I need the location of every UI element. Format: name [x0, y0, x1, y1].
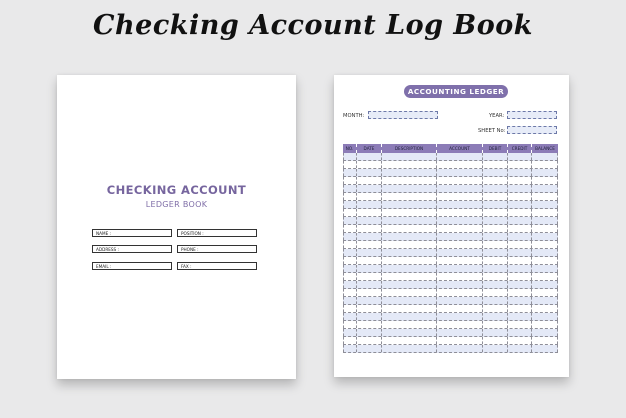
column-header-account: ACCOUNT	[437, 144, 483, 153]
table-body	[343, 153, 558, 353]
table-cell[interactable]	[437, 177, 483, 184]
table-cell[interactable]	[483, 225, 508, 232]
table-row	[343, 345, 558, 353]
column-header-balance: BALANCE	[535, 146, 555, 151]
table-cell[interactable]	[483, 297, 508, 304]
table-cell[interactable]	[532, 281, 558, 288]
table-cell[interactable]	[357, 217, 382, 224]
column-header-credit: CREDIT	[508, 144, 532, 153]
ledger-title: ACCOUNTING LEDGER	[404, 85, 508, 98]
table-cell[interactable]	[343, 289, 357, 296]
table-cell[interactable]	[437, 265, 483, 272]
table-cell[interactable]	[508, 225, 532, 232]
table-cell[interactable]	[357, 281, 382, 288]
table-row	[343, 233, 558, 241]
table-row	[343, 297, 558, 305]
name-field[interactable]: NAME :	[92, 229, 172, 237]
table-cell[interactable]	[343, 201, 357, 208]
table-cell[interactable]	[437, 201, 483, 208]
table-cell[interactable]	[382, 273, 437, 280]
table-cell[interactable]	[532, 297, 558, 304]
table-cell[interactable]	[532, 169, 558, 176]
table-cell[interactable]	[532, 217, 558, 224]
table-cell[interactable]	[508, 337, 532, 344]
position-field[interactable]: POSITION :	[177, 229, 257, 237]
table-cell[interactable]	[382, 337, 437, 344]
table-cell[interactable]	[357, 169, 382, 176]
table-cell[interactable]	[357, 241, 382, 248]
table-cell[interactable]	[343, 329, 357, 336]
table-row	[343, 153, 558, 161]
table-cell[interactable]	[483, 281, 508, 288]
table-cell[interactable]	[343, 281, 357, 288]
table-cell[interactable]	[508, 321, 532, 328]
table-cell[interactable]	[343, 233, 357, 240]
email-field[interactable]: EMAIL :	[92, 262, 172, 270]
table-cell[interactable]	[382, 305, 437, 312]
table-cell[interactable]	[483, 201, 508, 208]
table-cell[interactable]	[382, 153, 437, 160]
table-row	[343, 241, 558, 249]
table-cell[interactable]	[508, 249, 532, 256]
table-row	[343, 281, 558, 289]
table-cell[interactable]	[532, 209, 558, 216]
table-cell[interactable]	[343, 177, 357, 184]
table-cell[interactable]	[508, 185, 532, 192]
table-cell[interactable]	[382, 329, 437, 336]
table-cell[interactable]	[508, 305, 532, 312]
table-cell[interactable]	[357, 185, 382, 192]
phone-field[interactable]: PHONE :	[177, 245, 257, 253]
table-cell[interactable]	[532, 249, 558, 256]
table-cell[interactable]	[508, 209, 532, 216]
table-cell[interactable]	[532, 305, 558, 312]
table-cell[interactable]	[357, 265, 382, 272]
table-cell[interactable]	[508, 297, 532, 304]
table-cell[interactable]	[343, 153, 357, 160]
table-row	[343, 209, 558, 217]
table-cell[interactable]	[357, 233, 382, 240]
table-row	[343, 169, 558, 177]
table-cell[interactable]	[382, 265, 437, 272]
table-cell[interactable]	[357, 249, 382, 256]
table-cell[interactable]	[382, 241, 437, 248]
table-cell[interactable]	[508, 161, 532, 168]
table-cell[interactable]	[483, 241, 508, 248]
table-cell[interactable]	[382, 161, 437, 168]
table-cell[interactable]	[532, 273, 558, 280]
table-cell[interactable]	[483, 337, 508, 344]
table-cell[interactable]	[508, 217, 532, 224]
table-cell[interactable]	[343, 321, 357, 328]
table-cell[interactable]	[357, 225, 382, 232]
table-cell[interactable]	[483, 193, 508, 200]
table-cell[interactable]	[532, 153, 558, 160]
table-cell[interactable]	[357, 201, 382, 208]
table-cell[interactable]	[508, 313, 532, 320]
table-row	[343, 161, 558, 169]
table-cell[interactable]	[532, 185, 558, 192]
table-row	[343, 249, 558, 257]
table-cell[interactable]	[437, 169, 483, 176]
table-cell[interactable]	[532, 177, 558, 184]
table-cell[interactable]	[343, 209, 357, 216]
table-cell[interactable]	[483, 257, 508, 264]
table-cell[interactable]	[357, 329, 382, 336]
table-cell[interactable]	[343, 265, 357, 272]
table-row	[343, 289, 558, 297]
table-cell[interactable]	[483, 209, 508, 216]
table-row	[343, 185, 558, 193]
table-cell[interactable]	[483, 217, 508, 224]
table-cell[interactable]	[382, 209, 437, 216]
table-cell[interactable]	[532, 329, 558, 336]
sheet-label: SHEET No:	[478, 128, 506, 134]
table-cell[interactable]	[343, 305, 357, 312]
month-input[interactable]	[368, 111, 438, 119]
table-cell[interactable]	[483, 177, 508, 184]
table-cell[interactable]	[357, 321, 382, 328]
table-cell[interactable]	[508, 281, 532, 288]
table-cell[interactable]	[382, 225, 437, 232]
table-cell[interactable]	[343, 217, 357, 224]
table-cell[interactable]	[483, 305, 508, 312]
table-cell[interactable]	[483, 265, 508, 272]
table-cell[interactable]	[532, 193, 558, 200]
table-cell[interactable]	[437, 233, 483, 240]
table-cell[interactable]	[483, 249, 508, 256]
table-header	[343, 144, 558, 153]
year-input[interactable]	[507, 111, 557, 119]
sheet-input[interactable]	[507, 126, 557, 134]
cover-title: CHECKING ACCOUNT	[106, 183, 247, 197]
table-cell[interactable]	[483, 273, 508, 280]
table-cell[interactable]	[357, 153, 382, 160]
table-cell[interactable]	[382, 233, 437, 240]
table-cell[interactable]	[382, 313, 437, 320]
table-row	[343, 217, 558, 225]
address-field[interactable]: ADDRESS :	[92, 245, 172, 253]
table-cell[interactable]	[508, 201, 532, 208]
table-cell[interactable]	[437, 321, 483, 328]
table-cell[interactable]	[483, 313, 508, 320]
table-cell[interactable]	[357, 161, 382, 168]
table-cell[interactable]	[382, 289, 437, 296]
table-cell[interactable]	[343, 241, 357, 248]
table-cell[interactable]	[483, 321, 508, 328]
table-cell[interactable]	[382, 185, 437, 192]
table-cell[interactable]	[483, 169, 508, 176]
table-cell[interactable]	[437, 185, 483, 192]
table-cell[interactable]	[343, 161, 357, 168]
table-cell[interactable]	[343, 185, 357, 192]
table-cell[interactable]	[483, 329, 508, 336]
table-cell[interactable]	[437, 305, 483, 312]
table-cell[interactable]	[382, 297, 437, 304]
column-header-date: DATE	[357, 144, 382, 153]
table-row	[343, 257, 558, 265]
table-cell[interactable]	[508, 169, 532, 176]
table-cell[interactable]	[532, 201, 558, 208]
table-cell[interactable]	[382, 321, 437, 328]
table-cell[interactable]	[532, 161, 558, 168]
table-cell[interactable]	[382, 169, 437, 176]
table-cell[interactable]	[343, 257, 357, 264]
table-cell[interactable]	[508, 233, 532, 240]
table-cell[interactable]	[532, 289, 558, 296]
table-cell[interactable]	[437, 241, 483, 248]
product-title: Checking Account Log Book	[93, 10, 533, 41]
table-cell[interactable]	[508, 193, 532, 200]
table-cell[interactable]	[357, 177, 382, 184]
table-cell[interactable]	[343, 297, 357, 304]
column-header-debit: DEBIT	[483, 144, 508, 153]
table-cell[interactable]	[508, 329, 532, 336]
table-cell[interactable]	[437, 249, 483, 256]
table-cell[interactable]	[483, 233, 508, 240]
table-cell[interactable]	[437, 281, 483, 288]
table-cell[interactable]	[357, 313, 382, 320]
table-cell[interactable]	[343, 225, 357, 232]
table-row	[343, 273, 558, 281]
ledger-table	[343, 144, 558, 353]
table-cell[interactable]	[437, 193, 483, 200]
table-cell[interactable]	[357, 193, 382, 200]
table-cell[interactable]	[357, 297, 382, 304]
table-cell[interactable]	[532, 225, 558, 232]
table-cell[interactable]	[343, 193, 357, 200]
table-cell[interactable]	[532, 257, 558, 264]
table-row	[343, 321, 558, 329]
table-cell[interactable]	[437, 329, 483, 336]
table-cell[interactable]	[437, 273, 483, 280]
table-cell[interactable]	[343, 249, 357, 256]
month-label: MONTH:	[343, 113, 365, 119]
table-cell[interactable]	[483, 345, 508, 352]
table-cell[interactable]	[382, 217, 437, 224]
table-cell[interactable]	[437, 289, 483, 296]
table-cell[interactable]	[357, 305, 382, 312]
cover-subtitle: LEDGER BOOK	[145, 200, 208, 209]
table-cell[interactable]	[437, 297, 483, 304]
table-cell[interactable]	[357, 273, 382, 280]
table-cell[interactable]	[483, 289, 508, 296]
table-row	[343, 337, 558, 345]
table-cell[interactable]	[532, 313, 558, 320]
table-cell[interactable]	[508, 345, 532, 352]
table-row	[343, 305, 558, 313]
table-cell[interactable]	[437, 209, 483, 216]
table-cell[interactable]	[357, 289, 382, 296]
table-cell[interactable]	[437, 257, 483, 264]
table-cell[interactable]	[343, 345, 357, 352]
table-row	[343, 225, 558, 233]
table-cell[interactable]	[382, 249, 437, 256]
table-cell[interactable]	[382, 193, 437, 200]
table-cell[interactable]	[437, 345, 483, 352]
table-cell[interactable]	[508, 273, 532, 280]
table-cell[interactable]	[357, 209, 382, 216]
table-row	[343, 313, 558, 321]
table-row	[343, 265, 558, 273]
table-cell[interactable]	[508, 257, 532, 264]
table-cell[interactable]	[343, 337, 357, 344]
year-label: YEAR:	[489, 113, 505, 119]
table-cell[interactable]	[437, 161, 483, 168]
table-cell[interactable]	[357, 337, 382, 344]
table-cell[interactable]	[532, 345, 558, 352]
table-cell[interactable]	[532, 265, 558, 272]
table-cell[interactable]	[357, 345, 382, 352]
table-cell[interactable]	[508, 265, 532, 272]
table-cell[interactable]	[508, 153, 532, 160]
cover-page	[57, 75, 296, 379]
table-cell[interactable]	[483, 161, 508, 168]
table-cell[interactable]	[532, 321, 558, 328]
column-header-no: NO.	[343, 144, 357, 153]
fax-field[interactable]: FAX :	[177, 262, 257, 270]
column-header-description: DESCRIPTION	[382, 144, 437, 153]
table-cell[interactable]	[382, 257, 437, 264]
table-cell[interactable]	[508, 289, 532, 296]
table-row	[343, 177, 558, 185]
table-cell[interactable]	[437, 313, 483, 320]
table-row	[343, 193, 558, 201]
table-cell[interactable]	[382, 201, 437, 208]
table-cell[interactable]	[343, 169, 357, 176]
table-cell[interactable]	[532, 233, 558, 240]
table-cell[interactable]	[437, 225, 483, 232]
table-cell[interactable]	[382, 281, 437, 288]
table-cell[interactable]	[437, 337, 483, 344]
table-cell[interactable]	[483, 185, 508, 192]
table-cell[interactable]	[382, 177, 437, 184]
table-cell[interactable]	[382, 345, 437, 352]
table-cell[interactable]	[483, 153, 508, 160]
table-cell[interactable]	[508, 177, 532, 184]
table-cell[interactable]	[437, 217, 483, 224]
table-cell[interactable]	[343, 273, 357, 280]
table-cell[interactable]	[532, 337, 558, 344]
table-cell[interactable]	[437, 153, 483, 160]
table-cell[interactable]	[532, 241, 558, 248]
table-row	[343, 201, 558, 209]
table-row	[343, 329, 558, 337]
table-cell[interactable]	[508, 241, 532, 248]
table-cell[interactable]	[343, 313, 357, 320]
table-cell[interactable]	[357, 257, 382, 264]
ledger-page	[334, 75, 569, 377]
